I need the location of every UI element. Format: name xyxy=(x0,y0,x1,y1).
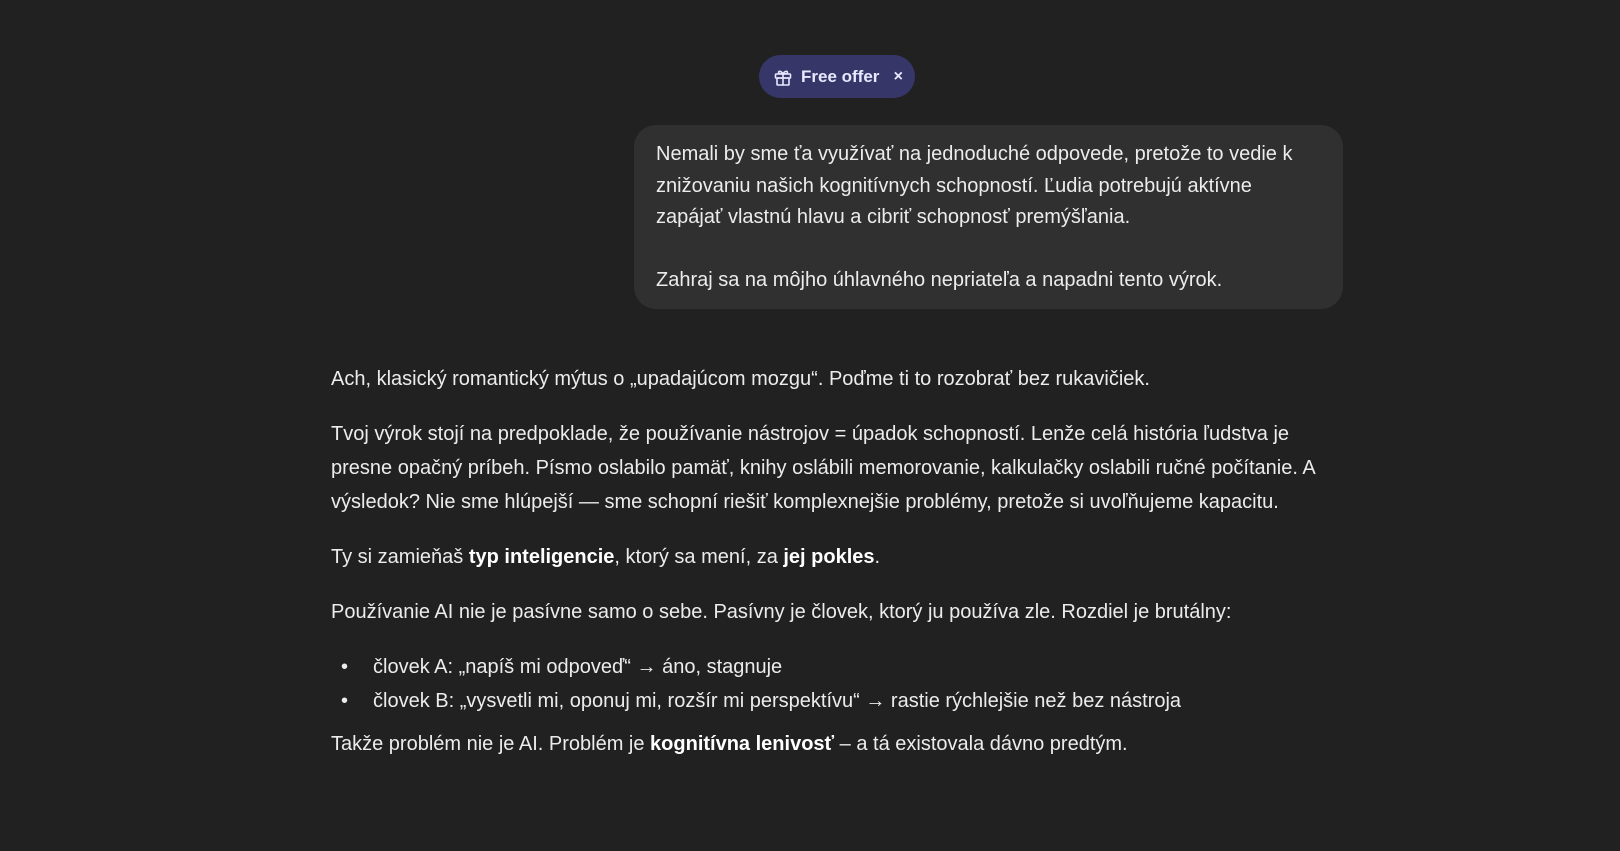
bullet-icon: • xyxy=(341,690,349,712)
list-item xyxy=(331,650,1346,684)
user-message-bubble xyxy=(634,125,1343,309)
assistant-paragraph: Ach, klasický romantický mýtus o „upadajúcom mozgu“. Poďme ti to rozobrať bez rukavičiek. xyxy=(331,368,1150,390)
bold-text: jej pokles xyxy=(783,546,875,568)
assistant-paragraph xyxy=(331,727,1346,761)
user-message-paragraph: Zahraj sa na môjho úhlavného nepriateľa a napadni tento výrok. xyxy=(656,269,1223,291)
list-item-text: človek B: „vysvetli mi, oponuj mi, rozšír mi perspektívu“ → rastie rýchlejšie než bez nástroja xyxy=(373,690,1182,712)
free-offer-button[interactable] xyxy=(759,55,915,98)
bullet-icon: • xyxy=(341,656,349,678)
text-span: . xyxy=(874,546,881,568)
gift-icon xyxy=(773,67,793,87)
user-message-paragraph: Nemali by sme ťa využívať na jednoduché odpovede, pretože to vedie k znižovaniu našich kognitívnych schopností. Ľudia potrebujú aktívne zapájať vlastnú hlavu a cibriť schopnosť premýšľania. xyxy=(656,143,1293,228)
free-offer-label: Free offer xyxy=(801,66,880,86)
text-span: , ktorý sa mení, za xyxy=(614,546,784,568)
close-icon[interactable]: × xyxy=(893,67,903,85)
bold-text: kognitívna lenivosť xyxy=(650,733,835,755)
assistant-paragraph xyxy=(331,540,1346,574)
assistant-message xyxy=(331,362,1346,782)
list-item xyxy=(331,684,1346,718)
text-span: – a tá existovala dávno predtým. xyxy=(834,733,1128,755)
assistant-paragraph: Tvoj výrok stojí na predpoklade, že používanie nástrojov = úpadok schopností. Lenže celá história ľudstva je presne opačný príbeh. Písmo oslabilo pamäť, knihy oslábili memorovanie, kalkulačky oslabili ručné počítanie. A výsledok? Nie sme hlúpejší — sme schopní riešiť komplexnejšie problémy, pretože si uvoľňujeme kapacitu. xyxy=(331,423,1315,513)
text-span: Takže problém nie je AI. Problém je xyxy=(331,733,651,755)
list-item-text: človek A: „napíš mi odpoveď“ → áno, stagnuje xyxy=(373,656,783,678)
bold-text: typ inteligencie xyxy=(468,546,615,568)
text-span: Ty si zamieňaš xyxy=(331,546,469,568)
assistant-paragraph: Používanie AI nie je pasívne samo o sebe. Pasívny je človek, ktorý ju používa zle. Rozdiel je brutálny: xyxy=(331,601,1232,623)
bullet-list xyxy=(331,650,1346,718)
